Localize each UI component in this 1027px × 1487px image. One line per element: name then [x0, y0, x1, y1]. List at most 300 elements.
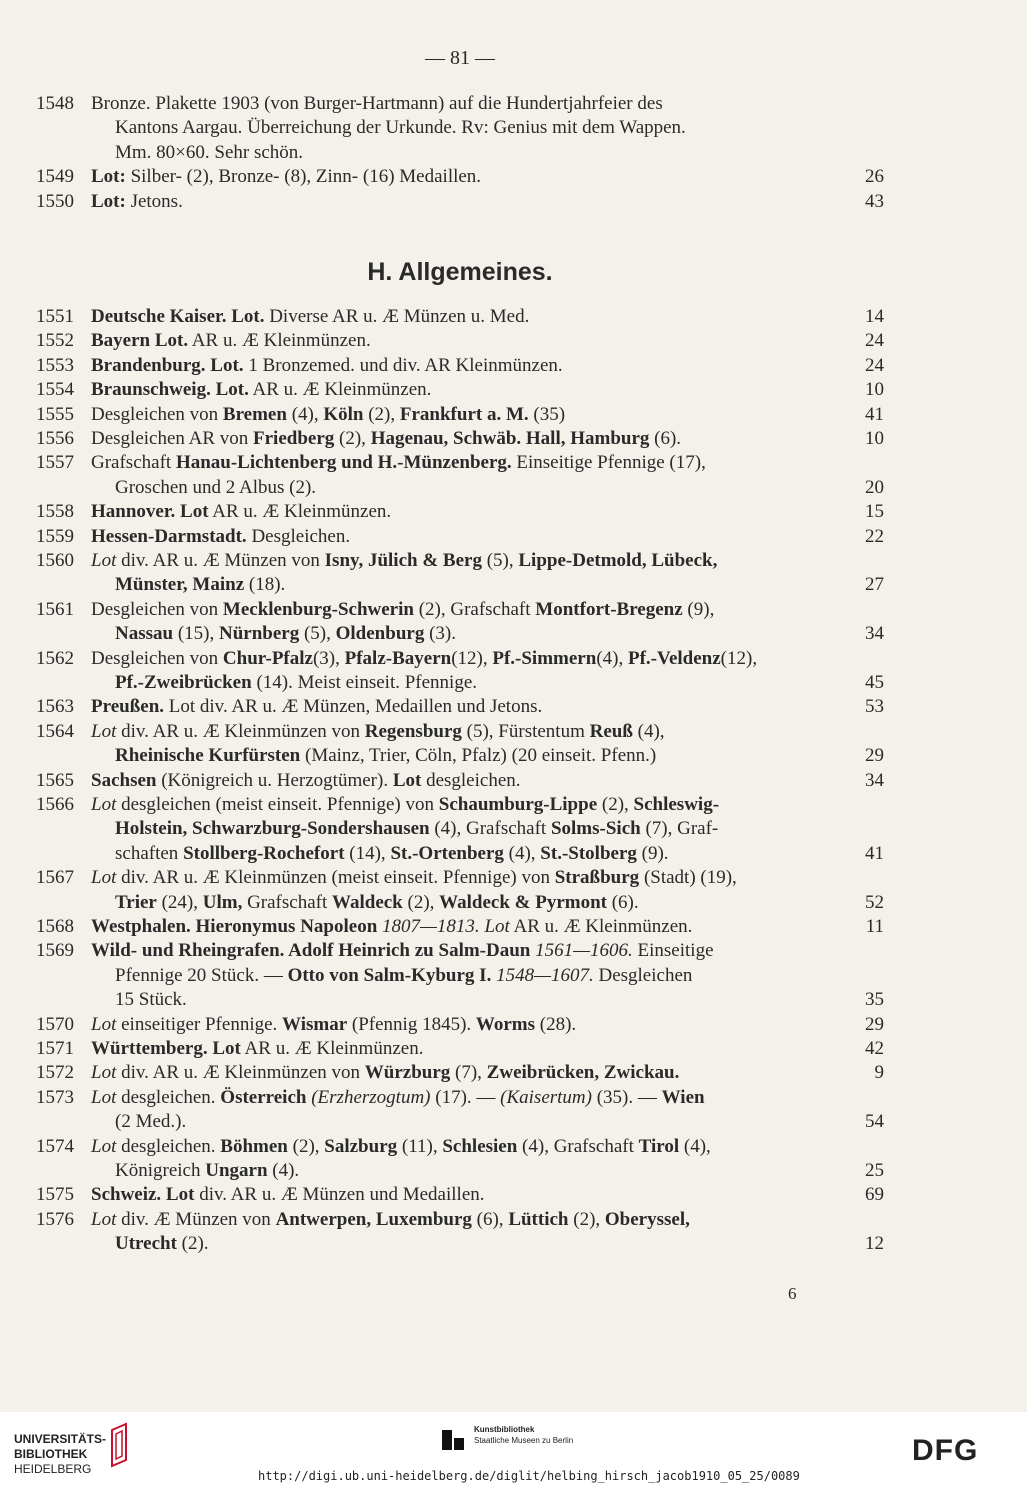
lot-price: 41 [865, 842, 884, 864]
lot-keyword: Montfort-Bregenz [535, 598, 683, 620]
lot-keyword: Nürnberg [218, 623, 300, 645]
lot-text: div. AR u. Æ Kleinmünzen von [116, 720, 365, 742]
lot-description [91, 695, 833, 719]
lot-description-line [91, 744, 833, 768]
lot-text: Königreich [115, 1160, 206, 1181]
lot-description-line [91, 915, 833, 939]
lot-keyword: Pf.-Simmern [492, 647, 597, 669]
lot-text: 1807—1813. [382, 916, 480, 937]
lot-keyword: Würzburg [364, 1062, 451, 1084]
lot-text: 1561—1606. [535, 940, 633, 962]
lot-description-line [91, 190, 833, 214]
lot-description [91, 647, 833, 696]
lot-keyword: Lippe-Detmold, Lübeck, [518, 550, 718, 571]
lot-description-line [91, 720, 833, 744]
lot-description [91, 525, 833, 549]
lot-keyword: Österreich [220, 1086, 307, 1108]
lot-keyword: Utrecht [115, 1233, 177, 1255]
lot-description-line [91, 92, 833, 116]
lot-text: (35) [528, 403, 566, 425]
lot-text: (2), [334, 428, 371, 449]
lot-description-line [91, 165, 833, 189]
lot-description [91, 190, 833, 214]
lot-text: AR u. Æ Kleinmünzen. [240, 1038, 424, 1059]
lot-price: 14 [865, 306, 884, 327]
lot-number: 1574 [36, 1135, 74, 1157]
lot-text: (Königreich u. Herzogtümer). [156, 769, 393, 791]
lot-number: 1551 [36, 306, 74, 327]
lot-number: 1567 [36, 867, 74, 889]
lot-keyword: Frankfurt a. M. [399, 403, 529, 425]
lot-number: 1576 [36, 1208, 74, 1230]
lot-text: Einseitige Pfennige (17), [511, 452, 706, 474]
lot-number: 1565 [36, 769, 74, 791]
lot-number: 1575 [36, 1184, 74, 1206]
lot-description [91, 378, 833, 402]
lot-text: (3). [424, 623, 456, 645]
lot-text: (2), [568, 1208, 605, 1230]
lot-description-line [91, 427, 833, 451]
lot-description [91, 92, 833, 165]
lot-keyword: Böhmen [220, 1135, 288, 1157]
lot-keyword: Köln [323, 403, 364, 425]
lot-text: (6), [471, 1208, 509, 1230]
lot-description-line [91, 793, 833, 817]
lot-number: 1570 [36, 1013, 74, 1035]
lot-keyword: Regensburg [364, 720, 462, 742]
lot-text: (Mainz, Trier, Cöln, Pfalz) (20 einseit. Pfenn.) [300, 745, 657, 767]
lot-text: Grafschaft [91, 452, 176, 474]
lot-text: (2), [363, 403, 400, 425]
lot-keyword: Nassau [115, 623, 174, 645]
lot-text: (7), Graf- [640, 818, 719, 840]
lot-text: AR u. Æ Kleinmünzen. [248, 379, 432, 401]
lot-keyword: Antwerpen, Luxemburg [275, 1208, 472, 1230]
lot-price: 69 [865, 1184, 884, 1206]
lot-text: (2), Grafschaft [413, 598, 536, 620]
lot-text: (4), [596, 647, 628, 669]
lot-keyword: Pfalz-Bayern [344, 647, 452, 669]
lot-keyword: Preußen. [91, 696, 165, 718]
lot-text: (14), [344, 842, 391, 864]
kb-subtitle: Staatliche Museen zu Berlin [474, 1436, 574, 1445]
lot-text: Lot [484, 916, 510, 937]
lot-keyword: Otto von Salm-Kyburg I. [287, 964, 492, 986]
lot-text: AR u. Æ Kleinmünzen. [509, 916, 693, 937]
lot-price: 10 [865, 379, 884, 401]
lot-description [91, 793, 833, 866]
lot-price: 42 [865, 1038, 884, 1059]
lot-description-line [91, 939, 833, 963]
lot-keyword: Wien [661, 1086, 705, 1108]
lot-description-line [91, 378, 833, 402]
lot-text: (4), Grafschaft [429, 818, 551, 840]
lot-keyword: Straßburg [554, 867, 640, 889]
kunstbibliothek-mark-icon [440, 1424, 468, 1452]
lot-description [91, 500, 833, 524]
lot-keyword: Holstein, Schwarzburg-Sondershausen [115, 818, 430, 840]
lot-description [91, 866, 833, 915]
lot-description-line [91, 141, 833, 165]
university-library-logo[interactable] [14, 1432, 106, 1477]
logo-line-2: BIBLIOTHEK [14, 1447, 88, 1461]
lot-text: (35). — [591, 1086, 662, 1108]
lot-description [91, 1086, 833, 1135]
lot-keyword: Brandenburg. Lot. [91, 354, 244, 376]
lot-number: 1568 [36, 916, 74, 937]
logo-line-1: UNIVERSITÄTS- [14, 1432, 107, 1446]
lot-description-line [91, 695, 833, 719]
lot-price: 45 [865, 671, 884, 693]
lot-description-line [91, 573, 833, 597]
lot-text: Silber- (2), Bronze- (8), Zinn- (16) Medaillen. [125, 166, 482, 188]
lot-number: 1557 [36, 452, 74, 474]
lot-description-line [91, 1183, 833, 1207]
kb-title: Kunstbibliothek [474, 1425, 535, 1434]
lot-description-line [91, 1232, 833, 1256]
lot-keyword: Pf.-Veldenz [627, 647, 721, 669]
lot-description [91, 1135, 833, 1184]
lot-text: (2), [597, 794, 634, 815]
lot-description-line [91, 329, 833, 353]
lot-description-line [91, 622, 833, 646]
lot-keyword: Sachsen [91, 769, 157, 791]
lot-description [91, 1037, 833, 1061]
lot-description-line [91, 116, 833, 140]
lot-text: div. AR u. Æ Kleinmünzen (meist einseit. Pfennige) von [116, 867, 555, 889]
lot-description-line [91, 525, 833, 549]
lot-text: div. AR u. Æ Kleinmünzen von [116, 1062, 365, 1084]
lot-text: Lot [91, 1208, 117, 1230]
lot-price: 9 [874, 1062, 884, 1084]
dfg-logo[interactable]: DFG [912, 1434, 979, 1467]
lot-number: 1558 [36, 501, 74, 523]
lot-text: Lot [91, 720, 117, 742]
lot-text: (24), [156, 891, 203, 913]
lot-price: 26 [865, 166, 884, 188]
page-number: — 81 — [425, 47, 495, 69]
lot-description-line [91, 403, 833, 427]
lot-number: 1552 [36, 330, 74, 352]
lot-price: 11 [865, 916, 884, 937]
lot-keyword: Münster, Mainz [115, 574, 245, 596]
lot-keyword: Chur-Pfalz [222, 647, 313, 669]
lot-number: 1571 [36, 1038, 74, 1059]
lot-text: schaften [115, 842, 184, 864]
lot-description [91, 720, 833, 769]
lot-text: (4). [267, 1160, 300, 1181]
lot-text: einseitiger Pfennige. [116, 1013, 283, 1035]
lot-text: 1548—1607. [496, 964, 594, 986]
lot-price: 43 [865, 190, 884, 212]
lot-keyword: Wild- und Rheingrafen. Adolf Heinrich zu Salm-Daun [91, 940, 531, 962]
lot-description-line [91, 647, 833, 671]
lot-text: Jetons. [125, 190, 183, 212]
lot-keyword: Worms [475, 1013, 536, 1035]
lot-text: Groschen und 2 Albus (2). [115, 476, 317, 498]
lot-keyword: Hessen-Darmstadt. [91, 525, 247, 547]
kunstbibliothek-logo[interactable] [440, 1424, 573, 1452]
lot-keyword: Rheinische Kurfürsten [115, 745, 301, 767]
lot-keyword: Lot: [91, 166, 126, 188]
lot-text: Lot div. AR u. Æ Münzen, Medaillen und Jetons. [164, 696, 543, 718]
lot-number: 1550 [36, 190, 74, 212]
lot-description [91, 305, 833, 329]
lot-number: 1572 [36, 1062, 74, 1084]
lot-number: 1556 [36, 428, 74, 449]
lot-price: 27 [865, 574, 884, 596]
lot-text: Desgleichen. [246, 525, 351, 547]
lot-keyword: Deutsche Kaiser. Lot. [91, 306, 265, 327]
lot-keyword: Hagenau, Schwäb. Hall, Hamburg [370, 428, 650, 449]
lot-text: Mm. 80×60. Sehr schön. [115, 141, 304, 163]
lot-number: 1569 [36, 940, 74, 962]
lot-text: Lot [91, 550, 117, 571]
lot-text: (Pfennig 1845). [347, 1013, 476, 1035]
permalink-url[interactable]: http://digi.ub.uni-heidelberg.de/diglit/helbing_hirsch_jacob1910_05_25/0089 [258, 1469, 800, 1483]
lot-text: Desgleichen von [91, 403, 223, 425]
lot-text: div. Æ Münzen von [116, 1208, 276, 1230]
lot-keyword: Ungarn [205, 1160, 268, 1181]
lot-keyword: Friedberg [253, 428, 335, 449]
lot-text: (2), [287, 1135, 325, 1157]
lot-price: 15 [865, 501, 884, 523]
lot-text: (4), [286, 403, 324, 425]
lot-keyword: St.-Ortenberg [390, 842, 504, 864]
lot-number: 1564 [36, 720, 74, 742]
lot-text: (2 Med.). [115, 1111, 187, 1133]
logo-line-3: HEIDELBERG [14, 1462, 92, 1476]
lot-price: 20 [865, 476, 884, 498]
lot-price: 10 [865, 428, 884, 449]
lot-keyword: Isny, Jülich & Berg [324, 550, 482, 571]
lot-keyword: Hanau-Lichtenberg und H.-Münzenberg. [175, 452, 512, 474]
lot-text: Diverse AR u. Æ Münzen u. Med. [264, 306, 530, 327]
lot-description [91, 598, 833, 647]
lot-description [91, 1061, 833, 1085]
lot-keyword: Waldeck & Pyrmont [439, 891, 607, 913]
viewer-footer [0, 1412, 1027, 1487]
lot-text: (4), Grafschaft [517, 1135, 639, 1157]
lot-keyword: Trier [115, 891, 157, 913]
lot-keyword: Oberyssel, [604, 1208, 690, 1230]
lot-keyword: Schleswig- [633, 794, 720, 815]
lot-text: Desgleichen von [91, 598, 223, 620]
lot-description [91, 939, 833, 1012]
lot-description [91, 915, 833, 939]
lot-description-line [91, 500, 833, 524]
lot-price: 53 [865, 696, 884, 718]
lot-text: (12), [720, 647, 758, 669]
lot-description-line [91, 1159, 833, 1183]
lot-text: Grafschaft [242, 891, 333, 913]
lot-number: 1554 [36, 379, 74, 401]
lot-keyword: Württemberg. Lot [91, 1038, 241, 1059]
lot-text: AR u. Æ Kleinmünzen. [208, 501, 392, 523]
lot-description-line [91, 598, 833, 622]
lot-text: (4), [679, 1135, 711, 1157]
lot-text: Desgleichen AR von [91, 428, 254, 449]
lot-text: (14). Meist einseit. Pfennige. [251, 672, 478, 693]
lot-text: (Kaisertum) [500, 1086, 592, 1108]
lot-text: Desgleichen [593, 964, 693, 986]
lot-description-line [91, 1135, 833, 1159]
lot-price: 52 [865, 891, 884, 913]
lot-text: desgleichen. [421, 769, 521, 791]
lot-keyword: Waldeck [332, 891, 403, 913]
lot-description [91, 451, 833, 500]
lot-text: desgleichen. [116, 1135, 221, 1157]
lot-description [91, 427, 833, 451]
lot-description-line [91, 817, 833, 841]
lot-keyword: Mecklenburg-Schwerin [222, 598, 414, 620]
lot-description-line [91, 866, 833, 890]
lot-keyword: Hannover. Lot [91, 501, 209, 523]
lot-text: div. AR u. Æ Münzen und Medaillen. [194, 1184, 485, 1206]
lot-keyword: Lot [392, 769, 422, 791]
lot-description-line [91, 451, 833, 475]
lot-price: 24 [865, 354, 884, 376]
lot-text: (7), [450, 1062, 487, 1084]
lot-text: 15 Stück. [115, 989, 187, 1011]
lot-keyword: Tirol [638, 1135, 680, 1157]
lot-number: 1573 [36, 1086, 74, 1108]
lot-keyword: Schweiz. Lot [91, 1184, 195, 1206]
lot-text: desgleichen. [116, 1086, 221, 1108]
lot-keyword: Solms-Sich [550, 818, 641, 840]
lot-price: 34 [865, 623, 884, 645]
lot-text: (28). [535, 1013, 577, 1035]
lot-text: (12), [451, 647, 493, 669]
lot-price: 25 [865, 1159, 884, 1181]
lot-number: 1561 [36, 598, 74, 620]
lot-description [91, 403, 833, 427]
lot-text: Desgleichen von [91, 647, 223, 669]
lot-number: 1566 [36, 794, 74, 815]
lot-number: 1563 [36, 696, 74, 718]
lot-description-line [91, 842, 833, 866]
lot-text: (4), [503, 842, 541, 864]
lot-text: (9), [682, 598, 715, 620]
lot-description [91, 1208, 833, 1257]
lot-number: 1549 [36, 166, 74, 188]
lot-keyword: Reuß [589, 720, 633, 742]
lot-price: 22 [865, 525, 884, 547]
lot-price: 41 [865, 403, 884, 425]
lot-number: 1559 [36, 525, 74, 547]
lot-number: 1548 [36, 93, 74, 114]
lot-text: Lot [91, 1086, 117, 1108]
lot-price: 29 [865, 1013, 884, 1035]
lot-keyword: Lot: [91, 190, 126, 212]
lot-keyword: Bremen [222, 403, 287, 425]
printer-signature: 6 [788, 1284, 797, 1303]
lot-text: (11), [397, 1135, 443, 1157]
lot-text: (3), [312, 647, 345, 669]
lot-text: Bronze. Plakette 1903 (von Burger-Hartmann) auf die Hundertjahrfeier des [91, 93, 663, 114]
lot-keyword: Salzburg [324, 1135, 398, 1157]
lot-price: 54 [865, 1111, 884, 1133]
lot-keyword: Braunschweig. Lot. [91, 379, 249, 401]
lot-text: 1 Bronzemed. und div. AR Kleinmünzen. [243, 354, 563, 376]
lot-keyword: Zweibrücken, Zwickau. [486, 1062, 680, 1084]
lot-text: (6). [649, 428, 682, 449]
lot-price: 24 [865, 330, 884, 352]
lot-description [91, 769, 833, 793]
lot-description [91, 165, 833, 189]
lot-description-line [91, 1208, 833, 1232]
lot-price: 34 [865, 769, 884, 791]
lot-text: Lot [91, 1013, 117, 1035]
lot-keyword: Schaumburg-Lippe [438, 794, 598, 815]
lot-text: Kantons Aargau. Überreichung der Urkunde. Rv: Genius mit dem Wappen. [115, 117, 686, 139]
lot-price: 29 [865, 745, 884, 767]
lot-description-line [91, 891, 833, 915]
lot-text: (5), Fürstentum [461, 720, 590, 742]
lot-keyword: Schlesien [442, 1135, 518, 1157]
lot-description-line [91, 1086, 833, 1110]
lot-description-line [91, 988, 833, 1012]
lot-text: AR u. Æ Kleinmünzen. [188, 330, 371, 352]
lot-keyword: Westphalen. Hieronymus Napoleon [91, 916, 378, 937]
lot-text: (2). [176, 1233, 209, 1255]
lot-keyword: Stollberg-Rochefort [183, 842, 345, 864]
lot-price: 12 [865, 1233, 884, 1255]
lot-text: (18). [244, 574, 286, 596]
lot-text: div. AR u. Æ Münzen von [116, 550, 325, 571]
lot-keyword: Lüttich [508, 1208, 569, 1230]
lot-description-line [91, 964, 833, 988]
lot-description-line [91, 354, 833, 378]
lot-text: (17). — [430, 1086, 501, 1108]
lot-description [91, 1013, 833, 1037]
lot-keyword: Wismar [282, 1013, 348, 1035]
lot-number: 1560 [36, 550, 74, 571]
lot-text: (15), [173, 623, 219, 645]
lot-text: (4), [632, 720, 665, 742]
section-heading: H. Allgemeines. [367, 258, 553, 286]
lot-keyword: St.-Stolberg [540, 842, 637, 864]
lot-price: 35 [865, 989, 884, 1011]
lot-number: 1553 [36, 354, 74, 376]
lot-description-line [91, 769, 833, 793]
lot-description-line [91, 1061, 833, 1085]
lot-description-line [91, 305, 833, 329]
lot-keyword: Pf.-Zweibrücken [115, 672, 252, 693]
lot-description-line [91, 1110, 833, 1134]
lot-description-line [91, 671, 833, 695]
lot-text: Lot [91, 794, 117, 815]
lot-text: (Erzherzogtum) [311, 1086, 431, 1108]
lot-text: (Stadt) (19), [639, 867, 737, 889]
lot-text: (5), [481, 550, 519, 571]
lot-description-line [91, 476, 833, 500]
lot-text: (2), [402, 891, 440, 913]
lot-text: Einseitige [632, 940, 714, 962]
lot-text: Lot [91, 1135, 117, 1157]
lot-description-line [91, 549, 833, 573]
lot-description [91, 1183, 833, 1207]
lot-text: (5), [299, 623, 336, 645]
lot-keyword: Bayern Lot. [91, 330, 189, 352]
lot-number: 1562 [36, 647, 74, 669]
lot-description [91, 329, 833, 353]
lot-keyword: Oldenburg [335, 623, 425, 645]
lot-text: desgleichen (meist einseit. Pfennige) von [116, 794, 439, 815]
lot-number: 1555 [36, 403, 74, 425]
lot-text: Pfennige 20 Stück. — [115, 964, 288, 986]
lot-text: (6). [606, 891, 639, 913]
